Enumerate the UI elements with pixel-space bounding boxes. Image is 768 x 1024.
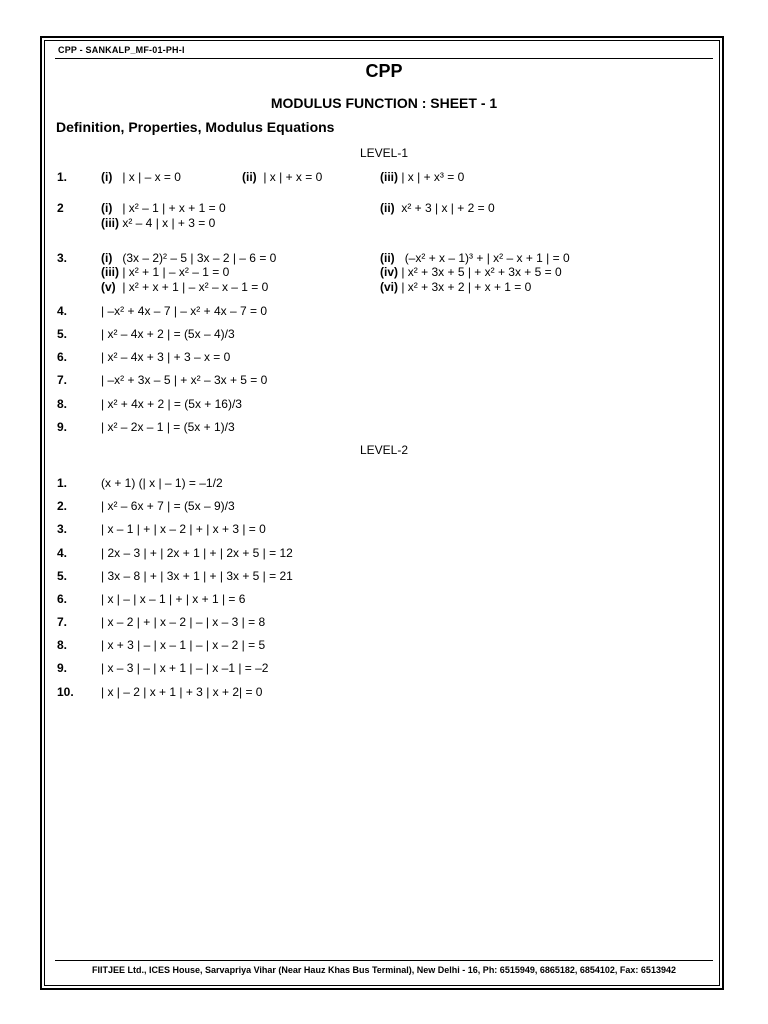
question-number: 4. bbox=[57, 304, 68, 318]
question-number: 4. bbox=[57, 546, 68, 560]
part-label: (iii) bbox=[380, 170, 398, 184]
part-label: (ii) bbox=[242, 170, 257, 184]
level2-heading: LEVEL-2 bbox=[359, 443, 409, 457]
q2-part-iii bbox=[101, 216, 215, 231]
q1-part-iii bbox=[380, 170, 464, 185]
part-label: (iii) bbox=[101, 265, 119, 279]
question-number: 1. bbox=[57, 476, 68, 490]
q3-part-v bbox=[101, 280, 268, 295]
q8-equation: | x² + 4x + 2 | = (5x + 16)/3 bbox=[101, 397, 242, 411]
q9-equation: | x² – 2x – 1 | = (5x + 1)/3 bbox=[101, 420, 235, 434]
question-number: 3. bbox=[57, 251, 68, 265]
l2-equation: | x² – 6x + 7 | = (5x – 9)/3 bbox=[101, 499, 235, 513]
part-label: (iv) bbox=[380, 265, 398, 279]
part-label: (iii) bbox=[101, 216, 119, 230]
l2-equation: | 2x – 3 | + | 2x + 1 | + | 2x + 5 | = 12 bbox=[101, 546, 293, 560]
equation: (–x² + x – 1)³ + | x² – x + 1 | = 0 bbox=[404, 251, 570, 265]
l2-equation: (x + 1) (| x | – 1) = –1/2 bbox=[101, 476, 223, 490]
q6-equation: | x² – 4x + 3 | + 3 – x = 0 bbox=[101, 350, 231, 364]
q3-part-i bbox=[101, 251, 276, 266]
part-label: (i) bbox=[101, 251, 113, 265]
q7-equation: | –x² + 3x – 5 | + x² – 3x + 5 = 0 bbox=[101, 373, 268, 387]
question-number: 2. bbox=[57, 499, 68, 513]
l2-equation: | x – 3 | – | x + 1 | – | x –1 | = –2 bbox=[101, 661, 269, 675]
question-number: 9. bbox=[57, 420, 68, 434]
question-number: 6. bbox=[57, 592, 68, 606]
l2-equation: | x – 1 | + | x – 2 | + | x + 3 | = 0 bbox=[101, 522, 266, 536]
l2-equation: | x + 3 | – | x – 1 | – | x – 2 | = 5 bbox=[101, 638, 266, 652]
l2-equation: | x | – 2 | x + 1 | + 3 | x + 2| = 0 bbox=[101, 685, 263, 699]
question-number: 2 bbox=[57, 201, 64, 215]
q5-equation: | x² – 4x + 2 | = (5x – 4)/3 bbox=[101, 327, 235, 341]
part-label: (i) bbox=[101, 170, 113, 184]
q3-part-ii bbox=[380, 251, 570, 266]
footer-rule bbox=[55, 960, 713, 961]
part-label: (v) bbox=[101, 280, 116, 294]
l2-equation: | x | – | x – 1 | + | x + 1 | = 6 bbox=[101, 592, 246, 606]
level1-heading: LEVEL-1 bbox=[359, 146, 409, 160]
question-number: 5. bbox=[57, 327, 68, 341]
equation: | x² + 3x + 2 | + x + 1 = 0 bbox=[401, 280, 532, 294]
question-number: 5. bbox=[57, 569, 68, 583]
equation: | x² + 3x + 5 | + x² + 3x + 5 = 0 bbox=[401, 265, 562, 279]
question-number: 7. bbox=[57, 373, 68, 387]
equation: | x | + x³ = 0 bbox=[401, 170, 465, 184]
q1-part-i bbox=[101, 170, 181, 185]
part-label: (ii) bbox=[380, 201, 395, 215]
question-number: 6. bbox=[57, 350, 68, 364]
equation: | x | – x = 0 bbox=[122, 170, 181, 184]
footer-address: FIITJEE Ltd., ICES House, Sarvapriya Vihar (Near Hauz Khas Bus Terminal), New Delhi - 16, Ph: 6515949, 6865182, 6854102, Fax: 6513942 bbox=[92, 965, 676, 975]
q2-part-i bbox=[101, 201, 226, 216]
l2-equation: | 3x – 8 | + | 3x + 1 | + | 3x + 5 | = 21 bbox=[101, 569, 293, 583]
question-number: 10. bbox=[57, 685, 74, 699]
equation: x² – 4 | x | + 3 = 0 bbox=[122, 216, 216, 230]
q3-part-iii bbox=[101, 265, 229, 280]
q3-part-vi bbox=[380, 280, 531, 295]
question-number: 8. bbox=[57, 397, 68, 411]
l2-equation: | x – 2 | + | x – 2 | – | x – 3 | = 8 bbox=[101, 615, 266, 629]
q3-part-iv bbox=[380, 265, 562, 280]
page-title: CPP bbox=[365, 61, 403, 81]
q1-part-ii bbox=[242, 170, 322, 185]
header-code: CPP - SANKALP_MF-01-PH-I bbox=[58, 45, 185, 55]
header-rule bbox=[55, 58, 713, 59]
sheet-subtitle: MODULUS FUNCTION : SHEET - 1 bbox=[270, 95, 498, 111]
question-number: 8. bbox=[57, 638, 68, 652]
equation: | x² + x + 1 | – x² – x – 1 = 0 bbox=[122, 280, 269, 294]
q4-equation: | –x² + 4x – 7 | – x² + 4x – 7 = 0 bbox=[101, 304, 267, 318]
equation: | x | + x = 0 bbox=[263, 170, 323, 184]
question-number: 9. bbox=[57, 661, 68, 675]
part-label: (i) bbox=[101, 201, 113, 215]
part-label: (vi) bbox=[380, 280, 398, 294]
equation: x² + 3 | x | + 2 = 0 bbox=[401, 201, 495, 215]
question-number: 1. bbox=[57, 170, 68, 184]
section-heading: Definition, Properties, Modulus Equations bbox=[56, 119, 335, 135]
equation: | x² + 1 | – x² – 1 = 0 bbox=[122, 265, 230, 279]
question-number: 7. bbox=[57, 615, 68, 629]
equation: | x² – 1 | + x + 1 = 0 bbox=[122, 201, 226, 215]
question-number: 3. bbox=[57, 522, 68, 536]
part-label: (ii) bbox=[380, 251, 395, 265]
q2-part-ii bbox=[380, 201, 495, 216]
equation: (3x – 2)² – 5 | 3x – 2 | – 6 = 0 bbox=[122, 251, 277, 265]
